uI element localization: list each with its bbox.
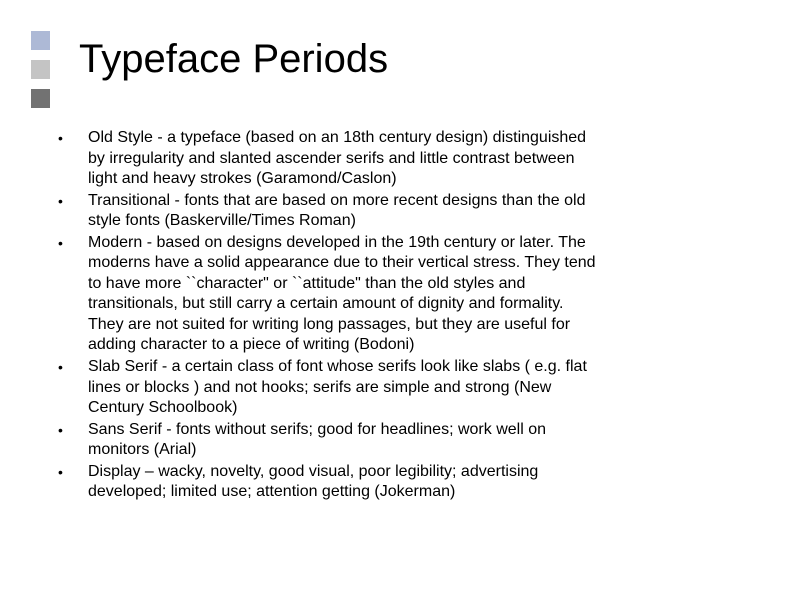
bullet-item-slab-serif: [58, 357, 668, 419]
bullet-list: [58, 128, 668, 504]
bullet-icon: •: [58, 359, 63, 376]
bullet-item-sans-serif: [58, 420, 668, 461]
bullet-text: Old Style - a typeface (based on an 18th century design) distinguished by irregularity and slanted ascender serifs and little contrast between light and heavy strokes (Garamond/Caslon): [88, 129, 587, 187]
bullet-icon: •: [58, 234, 63, 251]
bullet-text: Slab Serif - a certain class of font whose serifs look like slabs ( e.g. flat lines or blocks ) and not hooks; serifs are simple and strong (New Century Schoolbook): [88, 358, 587, 417]
bullet-icon: •: [58, 463, 63, 480]
bullet-text: Sans Serif - fonts without serifs; good for headlines; work well on monitors (Arial): [88, 420, 546, 459]
bullet-item-old-style: [58, 128, 668, 190]
slide-title: Typeface Periods: [79, 37, 389, 81]
bullet-icon: •: [58, 421, 63, 438]
bullet-item-modern: [58, 233, 668, 356]
bullet-icon: •: [58, 130, 63, 146]
bullet-text: Display – wacky, novelty, good visual, poor legibility; advertising developed; limited use; attention getting (Jokerman): [88, 462, 539, 501]
bullet-item-transitional: [58, 191, 668, 232]
bullet-text: Transitional - fonts that are based on more recent designs than the old style fonts (Baskerville/Times Roman): [88, 191, 586, 230]
bullet-icon: •: [58, 192, 63, 209]
decor-square-light-gray: [31, 60, 50, 79]
decor-square-blue: [31, 31, 50, 50]
bullet-item-display: [58, 462, 668, 503]
decor-square-dark-gray: [31, 89, 50, 108]
bullet-text: Modern - based on designs developed in the 19th century or later. The moderns have a solid appearance due to their vertical stress. They tend to have more ``character" or ``attitude" than the old styles and transitionals, but still carry a certain amount of dignity and formality. They are not suited for writing long passages, but they are useful for adding character to a piece of writing (Bodoni): [88, 233, 596, 354]
